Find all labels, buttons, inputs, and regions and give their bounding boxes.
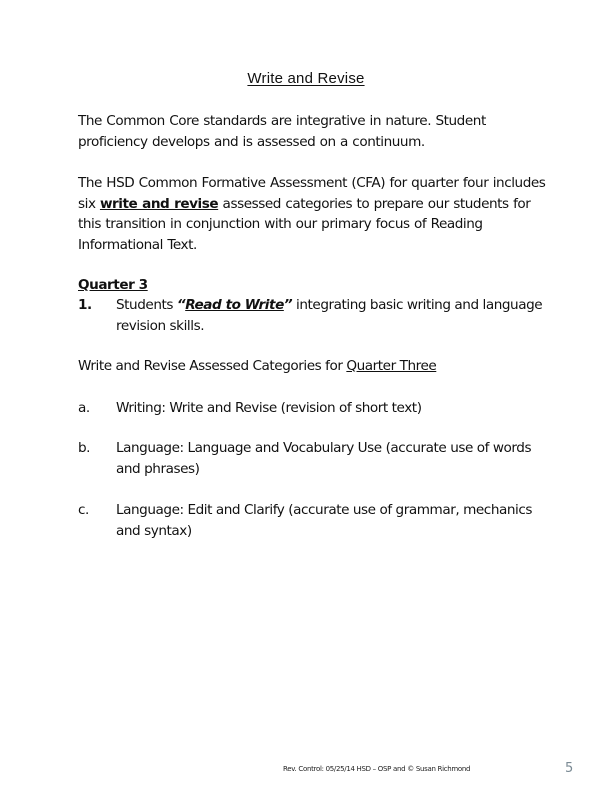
close-quote: ” <box>283 297 293 313</box>
read-to-write-emphasis <box>177 297 292 313</box>
read-to-write-text: Read to Write <box>185 297 284 313</box>
list-marker: b. <box>78 440 91 456</box>
intro-paragraph: The Common Core standards are integrative in nature. Student proficiency develops and is assessed on a continuum. <box>78 113 486 150</box>
list-marker: c. <box>78 502 89 518</box>
quarter-three-underlined: Quarter Three <box>346 358 437 374</box>
quarter-heading: Quarter 3 <box>78 277 148 293</box>
revision-control-footer: Rev. Control: 05/25/14 HSD – OSP and © Susan Richmond <box>283 765 471 773</box>
page-title: Write and Revise <box>247 70 365 87</box>
list-marker: 1. <box>78 297 92 313</box>
open-quote: “ <box>176 297 186 313</box>
list-item-after: integrating basic writing and language revision skills. <box>116 297 543 334</box>
cfa-paragraph <box>78 173 548 255</box>
list-item-before: Students <box>116 297 177 313</box>
cfa-paragraph-before: The HSD Common Formative Assessment (CFA) for quarter four includes six <box>78 175 546 212</box>
list-item-content <box>116 295 548 336</box>
list-marker: a. <box>78 400 90 416</box>
category-item-a <box>78 398 548 419</box>
write-and-revise-emphasis: write and revise <box>99 195 219 212</box>
category-text: Language: Edit and Clarify (accurate use of grammar, mechanics and syntax) <box>116 502 533 539</box>
category-item-b <box>78 438 548 479</box>
category-item-c <box>78 500 548 541</box>
category-text: Writing: Write and Revise (revision of short text) <box>116 400 422 416</box>
numbered-list-item <box>78 295 548 336</box>
categories-heading <box>78 356 436 376</box>
category-text: Language: Language and Vocabulary Use (accurate use of words and phrases) <box>116 440 532 477</box>
categories-heading-before: Write and Revise Assessed Categories for <box>78 358 347 374</box>
cfa-paragraph-after: assessed categories to prepare our students for this transition in conjunction with our primary focus of Reading Informational Text. <box>78 195 531 253</box>
page-number: 5 <box>565 761 574 776</box>
